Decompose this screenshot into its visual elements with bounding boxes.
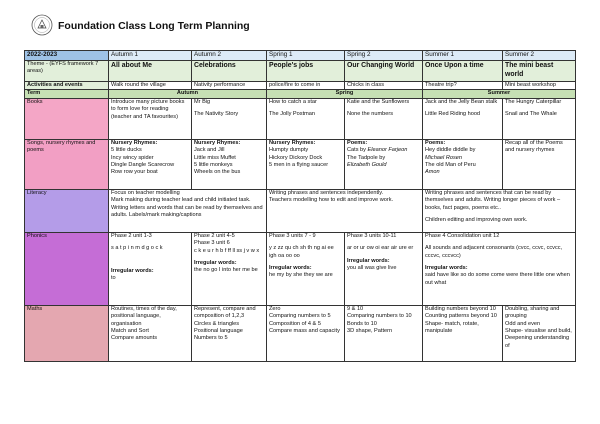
season-autumn: Autumn xyxy=(109,90,267,98)
books-spring-1: How to catch a star The Jolly Postman xyxy=(267,98,345,139)
phonics-autumn-2: Phase 2 unit 4-5 Phase 3 unit 6 c k e u r h b f ff ll ss j v w x Irregular words: the no go I into her me be xyxy=(192,232,267,305)
activity-summer-2: Mini beast workshop xyxy=(503,82,576,90)
maths-autumn-2: Represent, compare and composition of 1,2,3 Circles & triangles Positional language Numbers to 5 xyxy=(192,305,267,361)
books-autumn-1: Introduce many picture books to form love for reading (teacher and TA favourites) xyxy=(109,98,192,139)
phonics-label: Phonics xyxy=(25,232,109,305)
phonics-spring-1: Phase 3 units 7 - 9 y z zz qu ch sh th ng ai ee igh oa oo oo Irregular words: he my by she they we are xyxy=(267,232,345,305)
literacy-label: Literacy xyxy=(25,189,109,232)
songs-autumn-2: Nursery Rhymes: Jack and Jill Little miss Muffet 5 little monkeys Wheels on the bus xyxy=(192,139,267,189)
maths-autumn-1: Routines, times of the day, positional language, organisation Match and Sort Compare amounts xyxy=(109,305,192,361)
books-autumn-2: Mr Big The Nativity Story xyxy=(192,98,267,139)
season-summer: Summer xyxy=(423,90,576,98)
term-header-autumn-1: Autumn 1 xyxy=(109,51,192,61)
literacy-summer: Writing phrases and sentences that can be read by themselves and adults. Writing longer pieces of work – books, fact pages, poems etc.. Children editing and improving own work. xyxy=(423,189,576,232)
term-header-summer-2: Summer 2 xyxy=(503,51,576,61)
songs-summer-1: Poems: Hey diddle diddle by Michael Rosen The old Man of Peru Amon xyxy=(423,139,503,189)
term-header-spring-2: Spring 2 xyxy=(345,51,423,61)
activity-summer-1: Theatre trip? xyxy=(423,82,503,90)
songs-spring-1: Nursery Rhymes: Humpty dumpty Hickory Dickory Dock 5 men in a flying saucer xyxy=(267,139,345,189)
theme-spring-1: People's jobs xyxy=(267,61,345,82)
theme-autumn-1: All about Me xyxy=(109,61,192,82)
year-cell: 2022-2023 xyxy=(25,51,109,61)
books-summer-2: The Hungry Caterpillar Snail and The Whale xyxy=(503,98,576,139)
theme-spring-2: Our Changing World xyxy=(345,61,423,82)
theme-label: Theme - (EYFS framework 7 areas) xyxy=(25,61,109,82)
activities-label: Activities and events xyxy=(25,82,109,90)
term-header-autumn-2: Autumn 2 xyxy=(192,51,267,61)
planning-table xyxy=(24,50,576,362)
literacy-autumn: Focus on teacher modelling Mark making during teacher lead and child initiated task. Writing letters and words that can be read by themselves and adults. Labels/mark making/captions xyxy=(109,189,267,232)
theme-autumn-2: Celebrations xyxy=(192,61,267,82)
term-header-spring-1: Spring 1 xyxy=(267,51,345,61)
books-summer-1: Jack and the Jelly Bean stalk Little Red Riding hood xyxy=(423,98,503,139)
theme-summer-1: Once Upon a time xyxy=(423,61,503,82)
theme-summer-2: The mini beast world xyxy=(503,61,576,82)
activity-autumn-1: Walk round the village xyxy=(109,82,192,90)
songs-label: Songs, nursery rhymes and poems xyxy=(25,139,109,189)
maths-label: Maths xyxy=(25,305,109,361)
phonics-spring-2: Phase 3 units 10-11 ar or ur ow oi ear air ure er Irregular words: you all was give live xyxy=(345,232,423,305)
term-label: Term xyxy=(25,90,109,98)
activity-autumn-2: Nativity performance xyxy=(192,82,267,90)
songs-spring-2: Poems: Cats by Eleanor Farjeon The Tadpole by Elizabeth Gould xyxy=(345,139,423,189)
phonics-autumn-1: Phase 2 unit 1-3 s a t p i n m d g o c k Irregular words: to xyxy=(109,232,192,305)
activity-spring-1: police/fire to come in xyxy=(267,82,345,90)
literacy-spring: Writing phrases and sentences independently. Teachers modelling how to edit and improve work. xyxy=(267,189,423,232)
activity-spring-2: Chicks in class xyxy=(345,82,423,90)
maths-summer-1: Building numbers beyond 10 Counting patterns beyond 10 Shape- match, rotate, manipulate xyxy=(423,305,503,361)
phonics-summer: Phase 4 Consolidation unit 12 All sounds and adjacent consonants (cvcc, ccvc, ccvcc, cccvc, cccvcc) Irregular words: said have like so do some come were there little one when out what xyxy=(423,232,576,305)
books-spring-2: Katie and the Sunflowers None the numbers xyxy=(345,98,423,139)
maths-spring-1: Zero Comparing numbers to 5 Composition of 4 & 5 Compare mass and capacity xyxy=(267,305,345,361)
songs-summer-2: Recap all of the Poems and nursery rhymes xyxy=(503,139,576,189)
page-title: Foundation Class Long Term Planning xyxy=(58,20,250,32)
season-spring: Spring xyxy=(267,90,423,98)
term-header-summer-1: Summer 1 xyxy=(423,51,503,61)
books-label: Books xyxy=(25,98,109,139)
songs-autumn-1: Nursery Rhymes: 5 little ducks Incy wincy spider Dingle Dangle Scarecrow Row row your boat xyxy=(109,139,192,189)
maths-spring-2: 9 & 10 Comparing numbers to 10 Bonds to 10 3D shape, Pattern xyxy=(345,305,423,361)
school-crest-icon xyxy=(31,14,53,36)
maths-summer-2: Doubling, sharing and grouping Odd and even Shape- visualise and build, Deepening understanding of xyxy=(503,305,576,361)
